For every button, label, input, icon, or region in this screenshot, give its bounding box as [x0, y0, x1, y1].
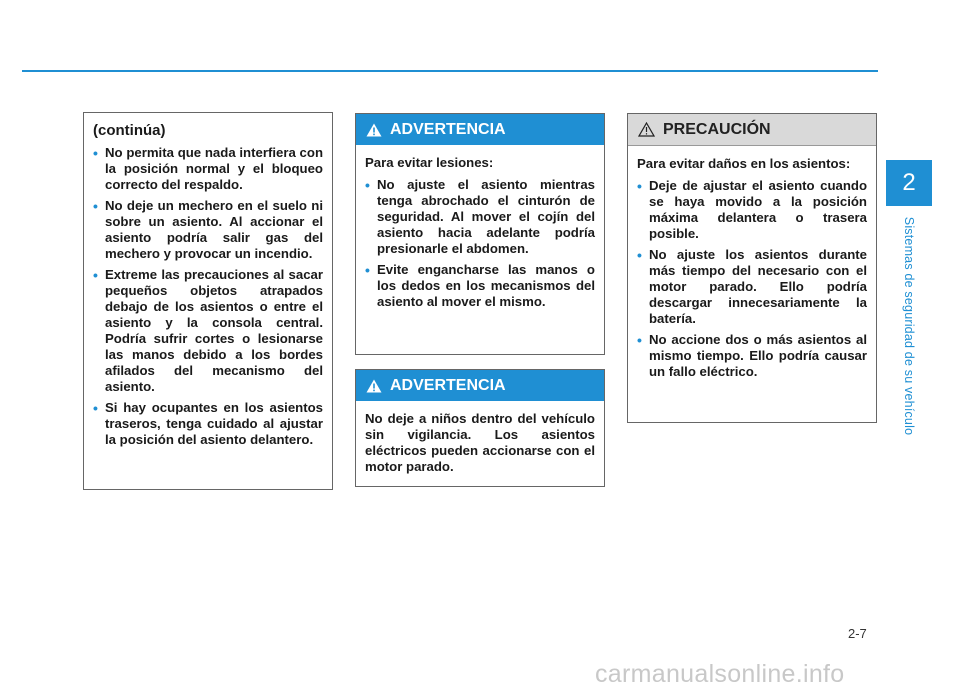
list-item: • Deje de ajustar el asiento cuando se haya movido a la posición máxima delantera o trasera posible.	[637, 178, 867, 241]
warning-box-children	[355, 369, 605, 487]
warning-intro: Para evitar lesiones:	[365, 155, 494, 170]
list-item: • No ajuste los asientos durante más tiempo del necesario con el motor parado. Ello podría descargar innecesariamente la batería.	[637, 247, 867, 326]
chapter-tab: 2	[886, 160, 932, 206]
watermark: carmanualsonline.info	[595, 660, 845, 688]
warning-text: No deje a niños dentro del vehículo sin vigilancia. Los asientos eléctricos pueden accionarse con el motor parado.	[365, 411, 595, 474]
warning-box-injuries	[355, 113, 605, 355]
caution-intro: Para evitar daños en los asientos:	[637, 156, 851, 171]
list-item: • No deje un mechero en el suelo ni sobre un asiento. Al accionar el asiento podría salir gas del mechero y provocar un incendio.	[93, 198, 323, 261]
warning-header: ADVERTENCIA	[356, 114, 604, 145]
page-number: 2-7	[848, 626, 867, 641]
chapter-title: Sistemas de seguridad de su vehículo	[902, 216, 916, 436]
top-rule	[22, 70, 878, 72]
caution-triangle-icon	[638, 122, 655, 137]
list-item: • No ajuste el asiento mientras tenga abrochado el cinturón de seguridad. Al mover el cojín del asiento hacia adelante podría presionarle el abdomen.	[365, 177, 595, 256]
continued-title: (continúa)	[93, 122, 166, 139]
list-item: • Si hay ocupantes en los asientos traseros, tenga cuidado al ajustar la posición del asiento delantero.	[93, 400, 323, 447]
list-item: • Extreme las precauciones al sacar pequeños objetos atrapados debajo de los asientos o entre el asiento y la consola central. Podría sufrir cortes o lesionarse las manos debido a los bordes afilados del mecanismo del asiento.	[93, 267, 323, 394]
list-item: • No permita que nada interfiera con la posición normal y el bloqueo correcto del respaldo.	[93, 145, 323, 192]
warning-header: ADVERTENCIA	[356, 370, 604, 401]
warning-triangle-icon	[366, 123, 382, 137]
continued-box	[83, 112, 333, 490]
list-item: • No accione dos o más asientos al mismo tiempo. Ello podría causar un fallo eléctrico.	[637, 332, 867, 379]
warning-triangle-icon	[366, 379, 382, 393]
list-item: • Evite engancharse las manos o los dedos en los mecanismos del asiento al mover el mismo.	[365, 262, 595, 309]
caution-box	[627, 113, 877, 423]
caution-header: PRECAUCIÓN	[628, 114, 876, 146]
